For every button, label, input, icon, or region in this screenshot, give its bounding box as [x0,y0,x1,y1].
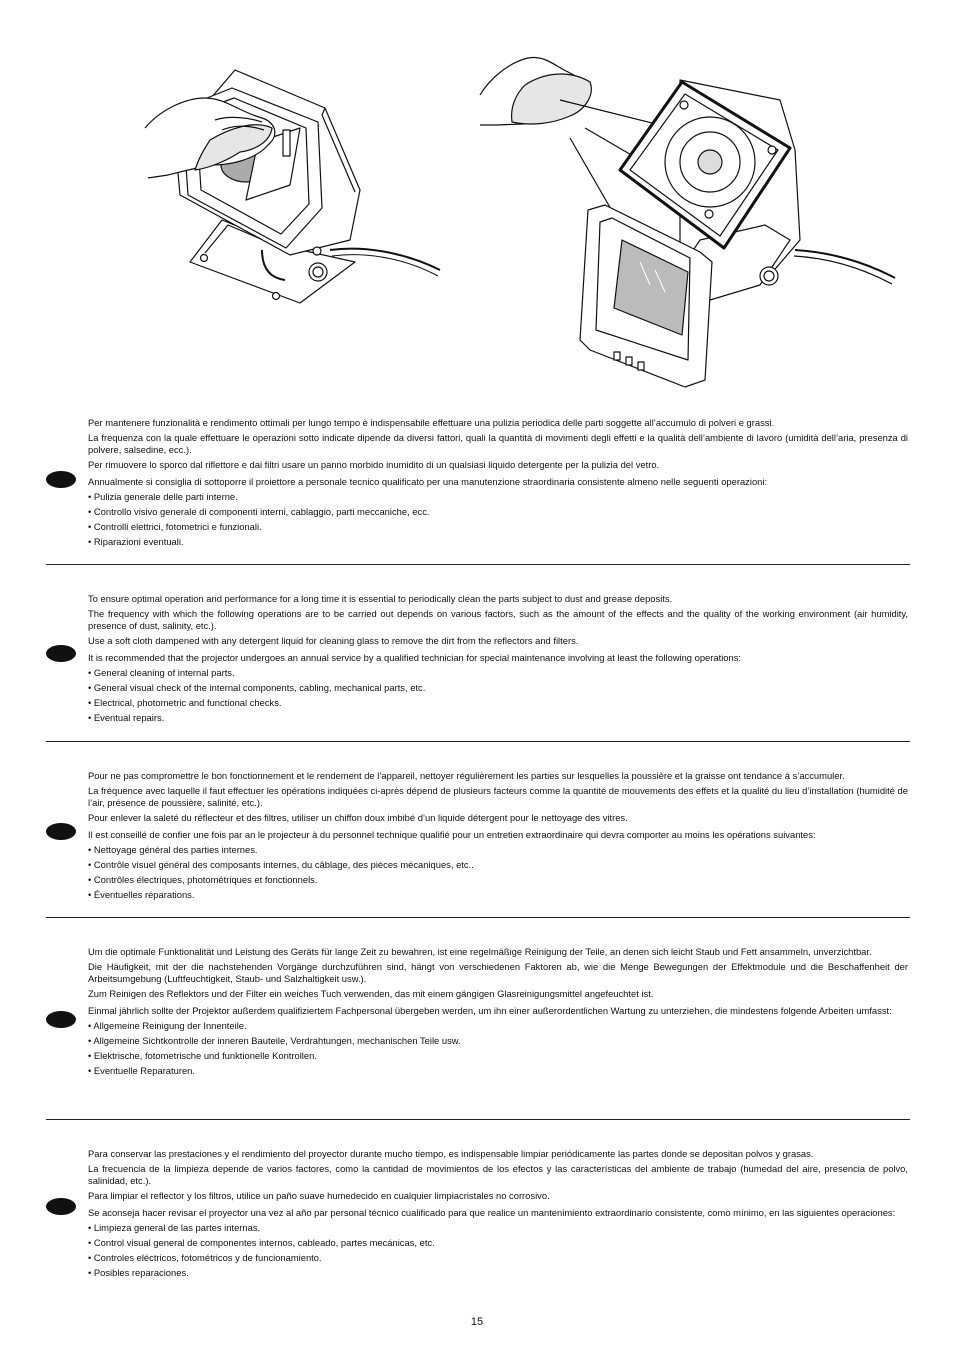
intro-text: Per mantenere funzionalità e rendimento ottimali per lungo tempo è indispensabile effettuare una pulizia periodica delle parti soggette all’accumulo di polveri e grassi. [88,417,775,428]
annual-service-text: Einmal jährlich sollte der Projektor außerdem qualifiziertem Fachpersonal übergeben werden, um ihn einer außerordentlichen Wartung zu unterziehen, die mindestens folgende Arbeiten umfasst: [88,1005,892,1016]
annual-service-text: Il est conseillé de confier une fois par an le projecteur à du personnel technique qualifié pour un entretien extraordinaire qui devra comporter au moins les opérations suivantes: [88,829,816,840]
list-item: • Pulizia generale delle parti interne. [88,491,908,503]
list-item: • Electrical, photometric and functional checks. [88,697,908,709]
list-item: • Eventuelle Reparaturen. [88,1065,908,1077]
maintenance-section-fr [88,770,908,904]
operations-list [88,844,908,901]
list-item: • Allgemeine Reinigung der Innenteile. [88,1020,908,1032]
list-item: • Contrôle visuel général des composants internes, du câblage, des pièces mécaniques, etc.. [88,859,908,871]
annual-service-text: Annualmente si consiglia di sottoporre il proiettore a personale tecnico qualificato per una manutenzione straordinaria consistente almeno nelle seguenti operazioni: [88,476,768,487]
page-number: 15 [470,1316,484,1328]
maintenance-section-de [88,946,908,1080]
operations-list [88,667,908,724]
list-item: • Allgemeine Sichtkontrolle der inneren Bauteile, Verdrahtungen, mechanischen Teile usw. [88,1035,908,1047]
section-divider [46,564,910,565]
list-item: • Controllo visivo generale di componenti interni, cablaggio, parti meccaniche, ecc. [88,506,908,518]
maintenance-section-en [88,593,908,727]
list-item: • Contrôles électriques, photométriques et fonctionnels. [88,874,908,886]
intro-text: Pour ne pas compromettre le bon fonctionnement et le rendement de l’appareil, nettoyer régulièrement les parties sur lesquelles la poussière et la graisse ont tendance à s’accumuler. [88,770,845,781]
maintenance-section-it [88,417,908,551]
projector-open-cleaning-illustration [480,57,895,387]
cleaning-text: Zum Reinigen des Reflektors und der Filter ein weiches Tuch verwenden, das mit einem gängigen Glasreinigungsmittel angefeuchtet ist. [88,987,654,999]
list-item: • Controlli elettrici, fotometrici e funzionali. [88,521,908,533]
frequency-text: La fréquence avec laquelle il faut effectuer les opérations indiquées ci-après dépend de plusieurs facteurs comme la quantité de mouvements des effets et la qualité du lieu d’installation (humidité de l’air, présence de poussière, salinité, etc.). [88,785,908,808]
intro-text: Para conservar las prestaciones y el rendimiento del proyector durante mucho tiempo, es indispensable limpiar periódicamente las partes donde se depositan polvos y grasas. [88,1148,814,1159]
maintenance-illustrations [0,0,954,400]
list-item: • Riparazioni eventuali. [88,536,908,548]
list-item: • Elektrische, fotometrische und funktionelle Kontrollen. [88,1050,908,1062]
language-badge-de [46,1011,76,1028]
list-item: • General cleaning of internal parts. [88,667,908,679]
list-item: • Posibles reparaciones. [88,1267,908,1279]
operations-list [88,491,908,548]
frequency-text: La frequenza con la quale effettuare le operazioni sotto indicate dipende da diversi fattori, quali la quantità di movimenti degli effetti e la qualità dell’ambiente di lavoro (umidità dell’aria, presenza di polvere, salsedine, ecc.). [88,432,908,455]
list-item: • Eventual repairs. [88,712,908,724]
language-badge-es [46,1198,76,1215]
cleaning-text: Para limpiar el reflector y los filtros, utilice un paño suave humedecido en cualquier limpiacristales no corrosivo. [88,1189,550,1201]
operations-list [88,1222,908,1279]
intro-text: Um die optimale Funktionalität und Leistung des Geräts für lange Zeit zu bewahren, ist eine regelmäßige Reinigung der Teile, an denen sich leicht Staub und Fett ansammeln, unverzichtbar. [88,946,872,957]
annual-service-text: Se aconseja hacer revisar el proyector una vez al año par personal técnico cualificado para que realice un mantenimiento extraordinario consistente, como mínimo, en las siguientes operaciones: [88,1207,896,1218]
cleaning-text: Pour enlever la saleté du réflecteur et des filtres, utiliser un chiffon doux imbibé d’un liquide détergent pour le nettoyage des vitres. [88,811,628,823]
list-item: • Control visual general de componentes internos, cableado, partes mecánicas, etc. [88,1237,908,1249]
frequency-text: Die Häufigkeit, mit der die nachstehenden Vorgänge durchzuführen sind, hängt von verschiedenen Faktoren ab, wie die Menge Bewegungen der Effektmodule und die Beschaffenheit der Arbeitsumgebung (Luftfeuchtigkeit, Staub- und Salzhaltigkeit usw.). [88,961,908,984]
list-item: • General visual check of the internal components, cabling, mechanical parts, etc. [88,682,908,694]
cleaning-text: Use a soft cloth dampened with any detergent liquid for cleaning glass to remove the dirt from the reflectors and filters. [88,634,579,646]
language-badge-en [46,645,76,662]
annual-service-text: It is recommended that the projector undergoes an annual service by a qualified technician for special maintenance involving at least the following operations: [88,652,741,663]
section-divider [46,917,910,918]
list-item: • Controles eléctricos, fotométricos y de funcionamiento. [88,1252,908,1264]
list-item: • Éventuelles réparations. [88,889,908,901]
maintenance-section-es [88,1148,908,1282]
section-divider [46,741,910,742]
frequency-text: La frecuencia de la limpieza depende de varios factores, como la cantidad de movimientos de los efectos y las características del ambiente de trabajo (humedad del aire, presencia de polvo, salinidad, etc.). [88,1163,908,1186]
projector-front-cleaning-illustration [145,70,440,303]
cleaning-text: Per rimuovere lo sporco dal riflettore e dai filtri usare un panno morbido inumidito di un qualsiasi liquido detergente per la pulizia del vetro. [88,458,660,470]
language-badge-it [46,471,76,488]
language-badge-fr [46,823,76,840]
intro-text: To ensure optimal operation and performance for a long time it is essential to periodically clean the parts subject to dust and grease deposits. [88,593,673,604]
list-item: • Nettoyage général des parties internes. [88,844,908,856]
operations-list [88,1020,908,1077]
frequency-text: The frequency with which the following operations are to be carried out depends on various factors, such as the amount of the effects and the quality of the working environment (air humidity, presence of dust, salinity, etc.). [88,608,908,631]
section-divider [46,1119,910,1120]
list-item: • Limpieza general de las partes internas. [88,1222,908,1234]
